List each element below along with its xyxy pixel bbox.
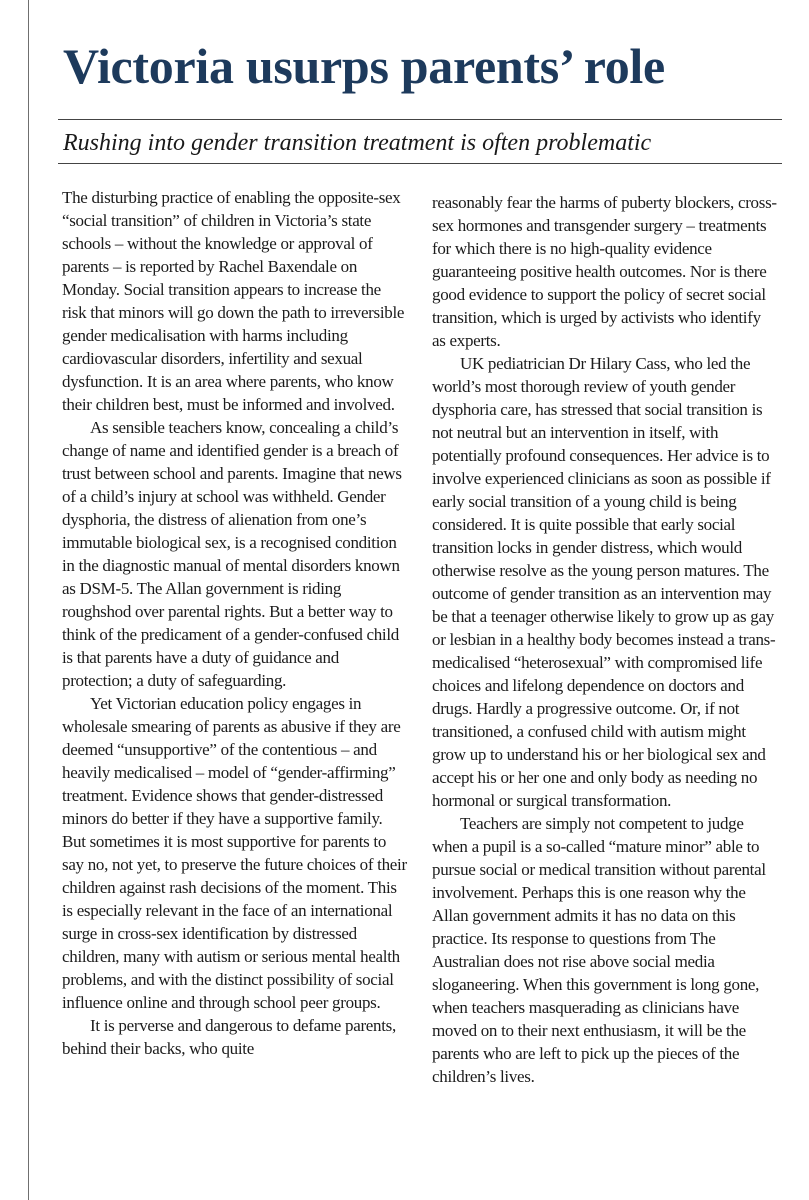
headline: Victoria usurps parents’ role xyxy=(63,38,665,94)
standfirst: Rushing into gender transition treatment is often problematic xyxy=(63,130,652,156)
page-margin-rule xyxy=(28,0,29,1200)
paragraph: reasonably fear the harms of puberty blockers, cross-sex hormones and transgender surgery – treatments for which there is no high-quality evidence guaranteeing positive health outcomes. Nor is there good evidence to support the policy of secret social transition, which is urged by activists who identify as experts. xyxy=(432,193,777,350)
paragraph: It is perverse and dangerous to defame parents, behind their backs, who quite xyxy=(62,1016,396,1058)
standfirst-bottom-rule xyxy=(58,163,782,164)
paragraph: Teachers are simply not competent to judge when a pupil is a so-called “mature minor” able to pursue social or medical transition without parental involvement. Perhaps this is one reason why the Allan government admits it has no data on this practice. Its response to questions from The Australian does not rise above social media sloganeering. When this government is long gone, when teachers masquerading as clinicians have moved on to their next enthusiasm, it will be the parents who are left to pick up the pieces of the children’s lives. xyxy=(432,814,766,1086)
paragraph: The disturbing practice of enabling the opposite-sex “social transition” of children in Victoria’s state schools – without the knowledge or approval of parents – is reported by Rachel Baxendale on Monday. Social transition appears to increase the risk that minors will go down the path to irreversible gender medicalisation with harms including cardiovascular disorders, infertility and sexual dysfunction. It is an area where parents, who know their children best, must be informed and involved. xyxy=(62,188,405,414)
paragraph: Yet Victorian education policy engages in wholesale smearing of parents as abusive if they are deemed “unsupportive” of the contentious – and heavily medicalised – model of “gender-affirming” treatment. Evidence shows that gender-distressed minors do better if they have a supportive family. But sometimes it is most supportive for parents to say no, not yet, to preserve the future choices of their children against rash decisions of the moment. This is especially relevant in the face of an international surge in cross-sex identification by distressed children, many with autism or serious mental health problems, and with the distinct possibility of social influence online and through school peer groups. xyxy=(62,694,407,1012)
body-column-right xyxy=(432,191,777,1088)
paragraph: UK pediatrician Dr Hilary Cass, who led the world’s most thorough review of youth gender dysphoria care, has stressed that social transition is not neutral but an intervention in itself, with potentially profound consequences. Her advice is to involve experienced clinicians as soon as possible if early social transition of a young child is being considered. It is quite possible that early social transition locks in gender distress, which would otherwise resolve as the young person matures. The outcome of gender transition as an intervention may be that a teenager otherwise likely to grow up as gay or lesbian in a healthy body becomes instead a trans-medicalised “heterosexual” with compromised life choices and lifelong dependence on doctors and drugs. Hardly a progressive outcome. Or, if not transitioned, a confused child with autism might grow up to understand his or her biological sex and accept his or her one and only body as needing no hormonal or surgical transformation. xyxy=(432,354,776,810)
body-column-left xyxy=(62,186,407,1060)
standfirst-top-rule xyxy=(58,119,782,120)
paragraph: As sensible teachers know, concealing a child’s change of name and identified gender is a breach of trust between school and parents. Imagine that news of a child’s injury at school was withheld. Gender dysphoria, the distress of alienation from one’s immutable biological sex, is a recognised condition in the diagnostic manual of mental disorders known as DSM-5. The Allan government is riding roughshod over parental rights. But a better way to think of the predicament of a gender-confused child is that parents have a duty of guidance and protection; a duty of safeguarding. xyxy=(62,418,402,690)
